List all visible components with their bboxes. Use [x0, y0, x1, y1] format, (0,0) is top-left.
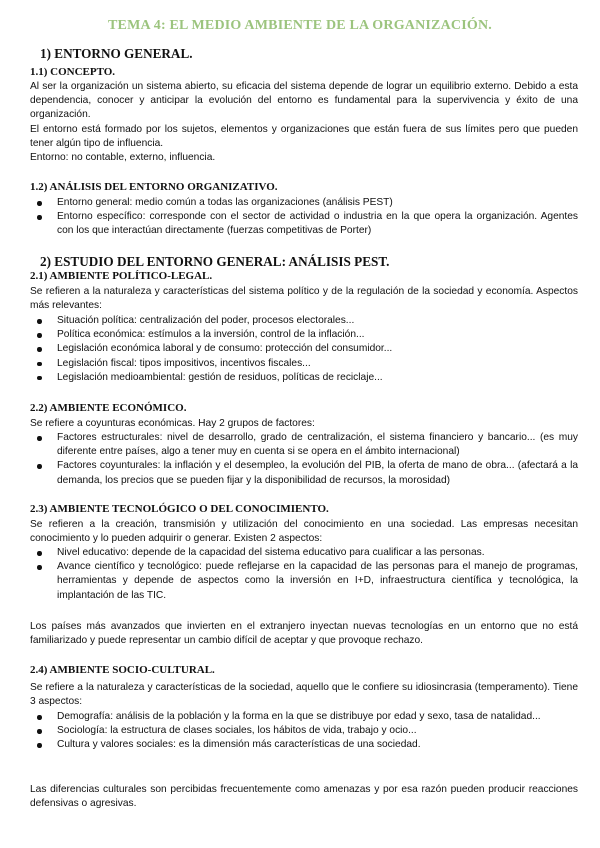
concept-paragraph-3: Entorno: no contable, externo, influencia. [30, 152, 216, 163]
political-intro: Se refieren a la naturaleza y características del sistema político y de la regulación de la sociedad y economía. Aspectos más relevantes: [30, 286, 578, 312]
subsection-2-2-heading: 2.2) AMBIENTE ECONÓMICO. [30, 402, 187, 414]
subsection-2-4-heading: 2.4) AMBIENTE SOCIO-CULTURAL. [30, 664, 215, 676]
page-title: TEMA 4: EL MEDIO AMBIENTE DE LA ORGANIZACIÓN. [108, 18, 492, 33]
list-item: Entorno general: medio común a todas las organizaciones (análisis PEST) [30, 196, 578, 210]
list-item: Sociología: la estructura de clases sociales, los hábitos de vida, trabajo y ocio... [30, 724, 578, 738]
subsection-1-1-heading: 1.1) CONCEPTO. [30, 66, 116, 78]
list-item: Demografía: análisis de la población y la forma en la que se distribuye por edad y sexo, tasa de natalidad... [30, 710, 578, 724]
list-item: Factores coyunturales: la inflación y el desempleo, la evolución del PIB, la oferta de mano de obra... (afectará a la demanda, los precios que se pueden fijar y la disponibilidad de recursos, la morosidad) [30, 459, 578, 487]
list-item: Legislación económica laboral y de consumo: protección del consumidor... [30, 342, 578, 356]
sociocultural-list [30, 710, 578, 753]
technological-intro: Se refieren a la creación, transmisión y utilización del conocimiento en una sociedad. Las empresas necesitan conocimiento y lo pueden adquirir o generar. Existen 2 aspectos: [30, 519, 578, 545]
list-item: Política económica: estímulos a la inversión, control de la inflación... [30, 328, 578, 342]
list-item: Legislación medioambiental: gestión de residuos, políticas de reciclaje... [30, 371, 578, 385]
economic-intro: Se refiere a coyunturas económicas. Hay 2 grupos de factores: [30, 418, 315, 429]
analysis-list [30, 196, 578, 239]
concept-paragraph-2: El entorno está formado por los sujetos, elementos y organizaciones que están fuera de sus límites pero que pueden tener algún tipo de influencia. [30, 124, 578, 150]
subsection-2-1-heading: 2.1) AMBIENTE POLÍTICO-LEGAL. [30, 270, 213, 282]
list-item: Nivel educativo: depende de la capacidad del sistema educativo para cualificar a las personas. [30, 546, 578, 560]
list-item: Entorno específico: corresponde con el sector de actividad o industria en la que opera la organización. Agentes con los que interactúan directamente (fuerzas competitivas de Porter) [30, 210, 578, 238]
technological-outro: Los países más avanzados que invierten en el extranjero inyectan nuevas tecnologías en un entorno que no está familiarizado y puede representar un cambio difícil de aceptar y que provoque rechazo. [30, 621, 578, 647]
concept-paragraph-1: Al ser la organización un sistema abierto, su eficacia del sistema depende de lograr un equilibrio externo. Debido a esta dependencia, conocer y anticipar la evolución del entorno es fundamental para la supervivencia y éxito de una organización. [30, 81, 578, 121]
list-item: Legislación fiscal: tipos impositivos, incentivos fiscales... [30, 357, 578, 371]
list-item: Factores estructurales: nivel de desarrollo, grado de centralización, el sistema financiero y bancario... (es muy diferente entre países, algo a tener muy en cuenta si se opera en el ámbito internacional) [30, 431, 578, 459]
economic-list [30, 431, 578, 488]
section-2-heading: 2) ESTUDIO DEL ENTORNO GENERAL: ANÁLISIS PEST. [40, 254, 390, 269]
subsection-1-2-heading: 1.2) ANÁLISIS DEL ENTORNO ORGANIZATIVO. [30, 181, 278, 193]
list-item: Situación política: centralización del poder, procesos electorales... [30, 314, 578, 328]
technological-list [30, 546, 578, 603]
sociocultural-outro: Las diferencias culturales son percibidas frecuentemente como amenazas y por esa razón pueden producir reacciones defensivas o agresivas. [30, 784, 578, 810]
list-item: Cultura y valores sociales: es la dimensión más características de una sociedad. [30, 738, 578, 752]
section-1-heading: 1) ENTORNO GENERAL. [40, 46, 193, 61]
sociocultural-intro: Se refiere a la naturaleza y características de la sociedad, aquello que le confiere su idiosincrasia (temperamento). Tiene 3 aspectos: [30, 682, 578, 708]
list-item: Avance científico y tecnológico: puede reflejarse en la capacidad de las personas para el manejo de programas, herramientas y depende de aspectos como la inversión en I+D, infraestructura científica y tecnológica, la implantación de las TIC. [30, 560, 578, 603]
political-list [30, 314, 578, 385]
subsection-2-3-heading: 2.3) AMBIENTE TECNOLÓGICO O DEL CONOCIMIENTO. [30, 503, 329, 515]
